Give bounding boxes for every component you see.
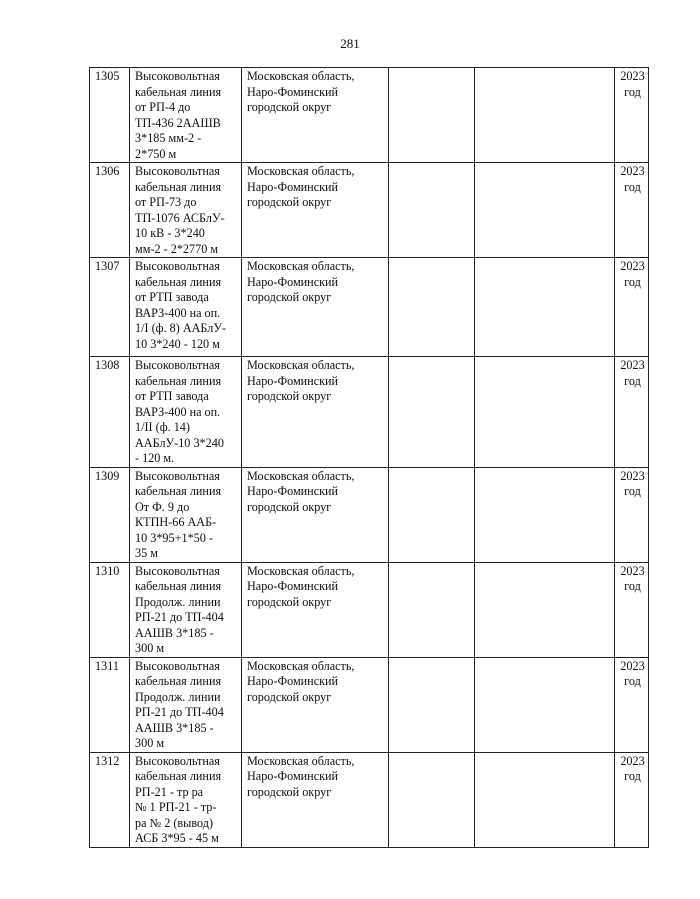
year-cell	[615, 163, 649, 258]
object-name-cell-text: Высоковольтная кабельная линия РП-21 - тр ра № 1 РП-21 - тр- ра № 2 (вывод) АСБ 3*95 - 45 м	[135, 753, 222, 845]
location-cell	[242, 163, 389, 258]
empty-column-cell	[475, 68, 615, 163]
object-name-cell-text: Высоковольтная кабельная линия от РТП завода ВАРЗ-400 на оп. 1/II (ф. 14) ААБлУ-10 3*240 - 120 м.	[135, 358, 224, 465]
location-cell	[242, 562, 389, 657]
row-number-cell	[90, 657, 130, 752]
object-name-cell	[130, 657, 242, 752]
row-number-cell-text: 1308	[95, 358, 120, 372]
row-number-cell	[90, 562, 130, 657]
registry-table-body	[90, 68, 649, 848]
row-number-cell-text: 1310	[95, 563, 120, 578]
empty-column-cell	[475, 258, 615, 357]
location-cell-text: Московская область, Наро-Фоминский городской округ	[247, 164, 355, 209]
object-name-cell	[130, 68, 242, 163]
location-cell-text: Московская область, Наро-Фоминский городской округ	[247, 358, 355, 403]
empty-column-cell	[389, 562, 475, 657]
location-cell	[242, 657, 389, 752]
location-cell	[242, 752, 389, 847]
table-row	[90, 258, 649, 357]
empty-column-cell	[389, 163, 475, 258]
year-cell	[615, 357, 649, 468]
object-name-cell-text: Высоковольтная кабельная линия Продолж. линии РП-21 до ТП-404 ААШВ 3*185 - 300 м	[135, 563, 224, 655]
location-cell	[242, 357, 389, 468]
empty-column-cell	[475, 467, 615, 562]
location-cell	[242, 68, 389, 163]
empty-column-cell	[389, 258, 475, 357]
empty-column-cell	[475, 752, 615, 847]
empty-column-cell	[475, 657, 615, 752]
location-cell	[242, 467, 389, 562]
empty-column-cell	[475, 562, 615, 657]
empty-column-cell	[475, 163, 615, 258]
row-number-cell	[90, 163, 130, 258]
year-cell	[615, 258, 649, 357]
year-cell	[615, 657, 649, 752]
year-cell-text: 2023 год	[620, 259, 645, 289]
table-row	[90, 752, 649, 847]
object-name-cell-text: Высоковольтная кабельная линия Продолж. линии РП-21 до ТП-404 ААШВ 3*185 - 300 м	[135, 658, 224, 750]
year-cell	[615, 562, 649, 657]
row-number-cell	[90, 68, 130, 163]
location-cell-text: Московская область, Наро-Фоминский городской округ	[247, 658, 355, 704]
table-row	[90, 657, 649, 752]
table-row	[90, 68, 649, 163]
row-number-cell	[90, 752, 130, 847]
object-name-cell-text: Высоковольтная кабельная линия От Ф. 9 до КТПН-66 ААБ- 10 3*95+1*50 - 35 м	[135, 468, 222, 560]
table-row	[90, 562, 649, 657]
year-cell	[615, 68, 649, 163]
page-number: 281	[340, 36, 360, 51]
table-row	[90, 467, 649, 562]
empty-column-cell	[389, 68, 475, 163]
empty-column-cell	[389, 752, 475, 847]
year-cell-text: 2023 год	[620, 468, 645, 498]
row-number-cell	[90, 467, 130, 562]
empty-column-cell	[389, 657, 475, 752]
year-cell	[615, 467, 649, 562]
year-cell-text: 2023 год	[620, 69, 645, 99]
table-row	[90, 163, 649, 258]
location-cell-text: Московская область, Наро-Фоминский городской округ	[247, 563, 355, 609]
object-name-cell	[130, 258, 242, 357]
row-number-cell-text: 1309	[95, 468, 120, 483]
year-cell-text: 2023 год	[620, 164, 645, 194]
object-name-cell	[130, 752, 242, 847]
row-number-cell-text: 1305	[95, 69, 120, 83]
location-cell-text: Московская область, Наро-Фоминский городской округ	[247, 753, 355, 799]
row-number-cell-text: 1311	[95, 658, 119, 673]
location-cell-text: Московская область, Наро-Фоминский городской округ	[247, 468, 355, 514]
object-name-cell	[130, 163, 242, 258]
year-cell-text: 2023 год	[620, 658, 645, 688]
empty-column-cell	[475, 357, 615, 468]
row-number-cell-text: 1307	[95, 259, 120, 273]
location-cell-text: Московская область, Наро-Фоминский городской округ	[247, 259, 355, 304]
row-number-cell-text: 1312	[95, 753, 120, 768]
year-cell-text: 2023 год	[620, 753, 645, 783]
empty-column-cell	[389, 357, 475, 468]
registry-table	[89, 67, 649, 848]
location-cell-text: Московская область, Наро-Фоминский городской округ	[247, 69, 355, 114]
empty-column-cell	[389, 467, 475, 562]
object-name-cell	[130, 467, 242, 562]
object-name-cell-text: Высоковольтная кабельная линия от РП-4 до ТП-436 2ААШВ 3*185 мм-2 - 2*750 м	[135, 69, 222, 161]
row-number-cell	[90, 258, 130, 357]
table-row	[90, 357, 649, 468]
object-name-cell	[130, 562, 242, 657]
row-number-cell	[90, 357, 130, 468]
location-cell	[242, 258, 389, 357]
row-number-cell-text: 1306	[95, 164, 120, 178]
year-cell-text: 2023 год	[620, 563, 645, 593]
year-cell-text: 2023 год	[620, 358, 645, 388]
object-name-cell-text: Высоковольтная кабельная линия от РТП завода ВАРЗ-400 на оп. 1/I (ф. 8) ААБлУ- 10 3*240 - 120 м	[135, 259, 227, 351]
object-name-cell-text: Высоковольтная кабельная линия от РП-73 до ТП-1076 АСБлУ- 10 кВ - 3*240 мм-2 - 2*2770 м	[135, 164, 225, 256]
year-cell	[615, 752, 649, 847]
object-name-cell	[130, 357, 242, 468]
